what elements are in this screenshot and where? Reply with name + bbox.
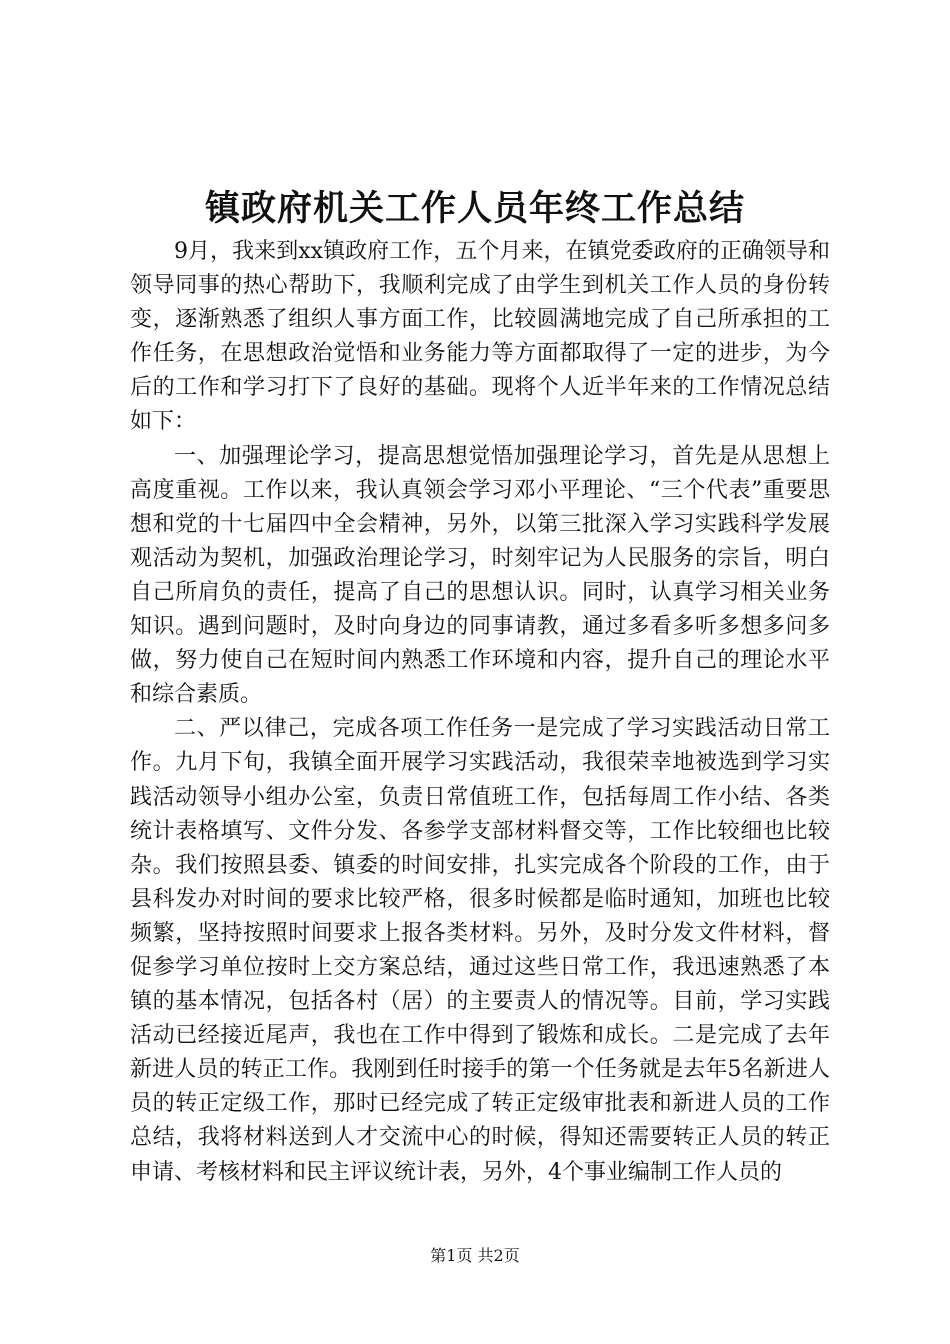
document-body xyxy=(130,235,830,1190)
paragraph-intro: 9月，我来到xx镇政府工作，五个月来，在镇党委政府的正确领导和领导同事的热心帮助下，我顺利完成了由学生到机关工作人员的身份转变，逐渐熟悉了组织人事方面工作，比较圆满地完成了自己所承担的工作任务，在思想政治觉悟和业务能力等方面都取得了一定的进步，为今后的工作和学习打下了良好的基础。现将个人近半年来的工作情况总结如下： xyxy=(130,239,830,435)
document-title: 镇政府机关工作人员年终工作总结 xyxy=(204,188,745,229)
paragraph-work-tasks: 二、严以律己，完成各项工作任务一是完成了学习实践活动日常工作。九月下旬，我镇全面开展学习实践活动，我很荣幸地被选到学习实践活动领导小组办公室，负责日常值班工作，包括每周工作小结、各类统计表格填写、文件分发、各参学支部材料督交等，工作比较细也比较杂。我们按照县委、镇委的时间安排，扎实完成各个阶段的工作，由于县科发办对时间的要求比较严格，很多时候都是临时通知，加班也比较频繁，坚持按照时间要求上报各类材料。另外，及时分发文件材料，督促参学习单位按时上交方案总结，通过这些日常工作，我迅速熟悉了本镇的基本情况，包括各村（居）的主要责人的情况等。目前，学习实践活动已经接近尾声，我也在工作中得到了锻炼和成长。二是完成了去年新进人员的转正工作。我刚到任时接手的第一个任务就是去年5名新进人员的转正定级工作，那时已经完成了转正定级审批表和新进人员的工作总结，我将材料送到人才交流中心的时候，得知还需要转正人员的转正申请、考核材料和民主评议统计表，另外，4个事业编制工作人员的 xyxy=(130,716,830,1185)
paragraph-theory-study: 一、加强理论学习，提高思想觉悟加强理论学习，首先是从思想上高度重视。工作以来，我认真领会学习邓小平理论、“三个代表”重要思想和党的十七届四中全会精神，另外，以第三批深入学习实践科学发展观活动为契机，加强政治理论学习，时刻牢记为人民服务的宗旨，明白自己所肩负的责任，提高了自己的思想认识。同时，认真学习相关业务知识。遇到问题时，及时向身边的同事请教，通过多看多听多想多问多做，努力使自己在短时间内熟悉工作环境和内容，提升自己的理论水平和综合素质。 xyxy=(130,443,830,708)
page-footer: 第1页 共2页 xyxy=(430,1246,520,1265)
